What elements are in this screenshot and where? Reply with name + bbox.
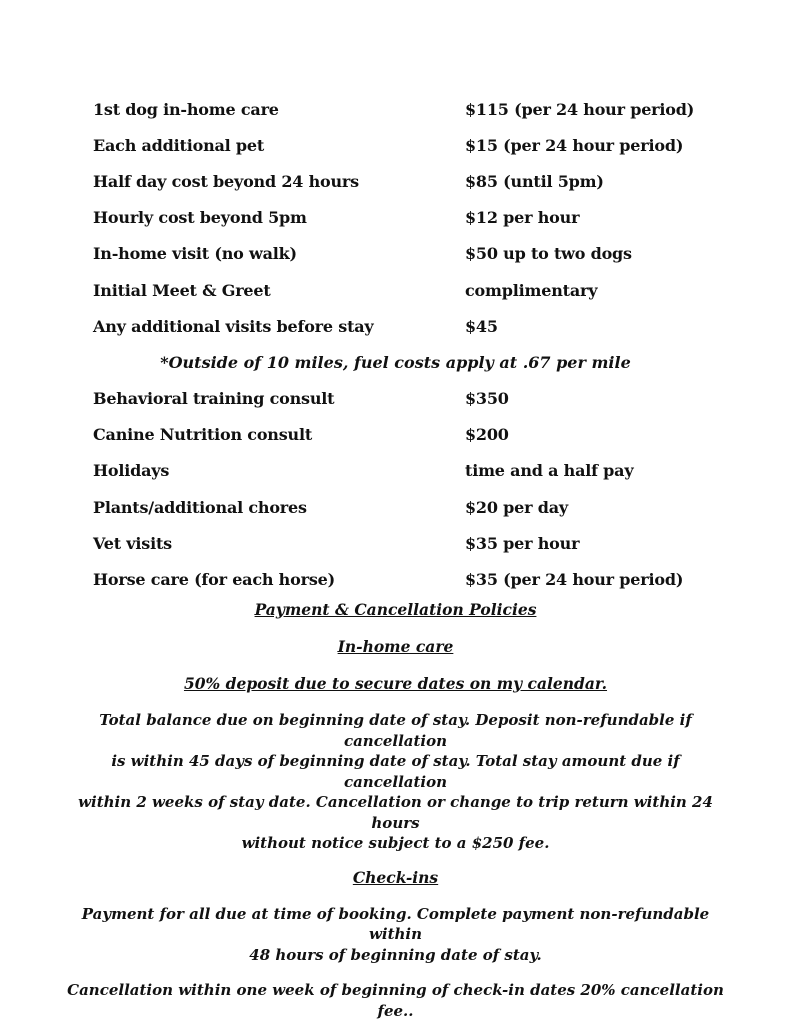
check-ins-heading: Check-ins [352,867,439,887]
policies-title: Payment & Cancellation Policies [254,600,537,619]
service-name: Any additional visits before stay [93,316,374,336]
service-price: $85 (until 5pm) [465,171,604,191]
rate-row-hourly [93,200,733,236]
service-price: $35 (per 24 hour period) [465,570,684,590]
rate-row-additional-pet [93,127,733,163]
rate-row-horse-care [93,561,733,597]
service-name: In-home visit (no walk) [93,244,297,264]
service-name: Canine Nutrition consult [93,425,313,445]
service-price: $50 up to two dogs [465,244,632,264]
service-name: Behavioral training consult [93,389,335,409]
service-price: $15 (per 24 hour period) [465,135,684,155]
in-home-care-heading: In-home care [337,637,454,656]
terms-line: 48 hours of beginning date of stay. [249,945,542,964]
rate-row-additional-visits [93,308,733,344]
in-home-care-terms [60,710,731,854]
service-price: $20 per day [465,497,568,517]
rate-row-meet-greet [93,272,733,308]
rate-row-nutrition [93,417,733,453]
service-price: $200 [465,425,509,445]
rate-row-in-home-visit [93,236,733,272]
terms-line: Total balance due on beginning date of stay. Deposit non-refundable if cancellation [99,711,692,750]
rate-row-half-day [93,163,733,199]
service-name: Hourly cost beyond 5pm [93,208,307,228]
rate-row-holidays [93,453,733,489]
service-price: $35 per hour [465,533,580,553]
terms-line: is within 45 days of beginning date of stay. Total stay amount due if cancellation [111,752,680,791]
service-price: complimentary [465,280,598,300]
check-ins-terms [60,904,731,966]
service-name: 1st dog in-home care [93,99,279,119]
rate-row-plants-chores [93,489,733,525]
service-name: Each additional pet [93,135,265,155]
deposit-heading: 50% deposit due to secure dates on my calendar. [183,674,608,693]
payment-policies [60,596,731,1021]
service-name: Initial Meet & Greet [93,280,271,300]
service-price: $115 (per 24 hour period) [465,99,695,119]
terms-line: without notice subject to a $250 fee. [241,834,550,852]
service-name: Half day cost beyond 24 hours [93,171,359,191]
rate-row-behavioral-training [93,381,733,417]
service-name: Horse care (for each horse) [93,570,335,590]
rate-row-vet-visits [93,525,733,561]
fuel-cost-note: *Outside of 10 miles, fuel costs apply at .67 per mile [160,352,631,372]
service-name: Vet visits [93,533,172,553]
terms-line: Payment for all due at time of booking. Complete payment non-refundable within [81,904,710,943]
service-price: time and a half pay [465,461,634,481]
service-price: $45 [465,316,498,336]
service-price: $12 per hour [465,208,580,228]
rate-list [93,91,733,598]
service-name: Holidays [93,461,170,481]
service-price: $350 [465,389,509,409]
service-name: Plants/additional chores [93,497,307,517]
rate-row-first-dog [93,91,733,127]
terms-line: within 2 weeks of stay date. Cancellation or change to trip return within 24 hours [78,793,713,832]
check-in-cancellation-fee: Cancellation within one week of beginning of check-in dates 20% cancellation fee.. [67,981,724,1020]
